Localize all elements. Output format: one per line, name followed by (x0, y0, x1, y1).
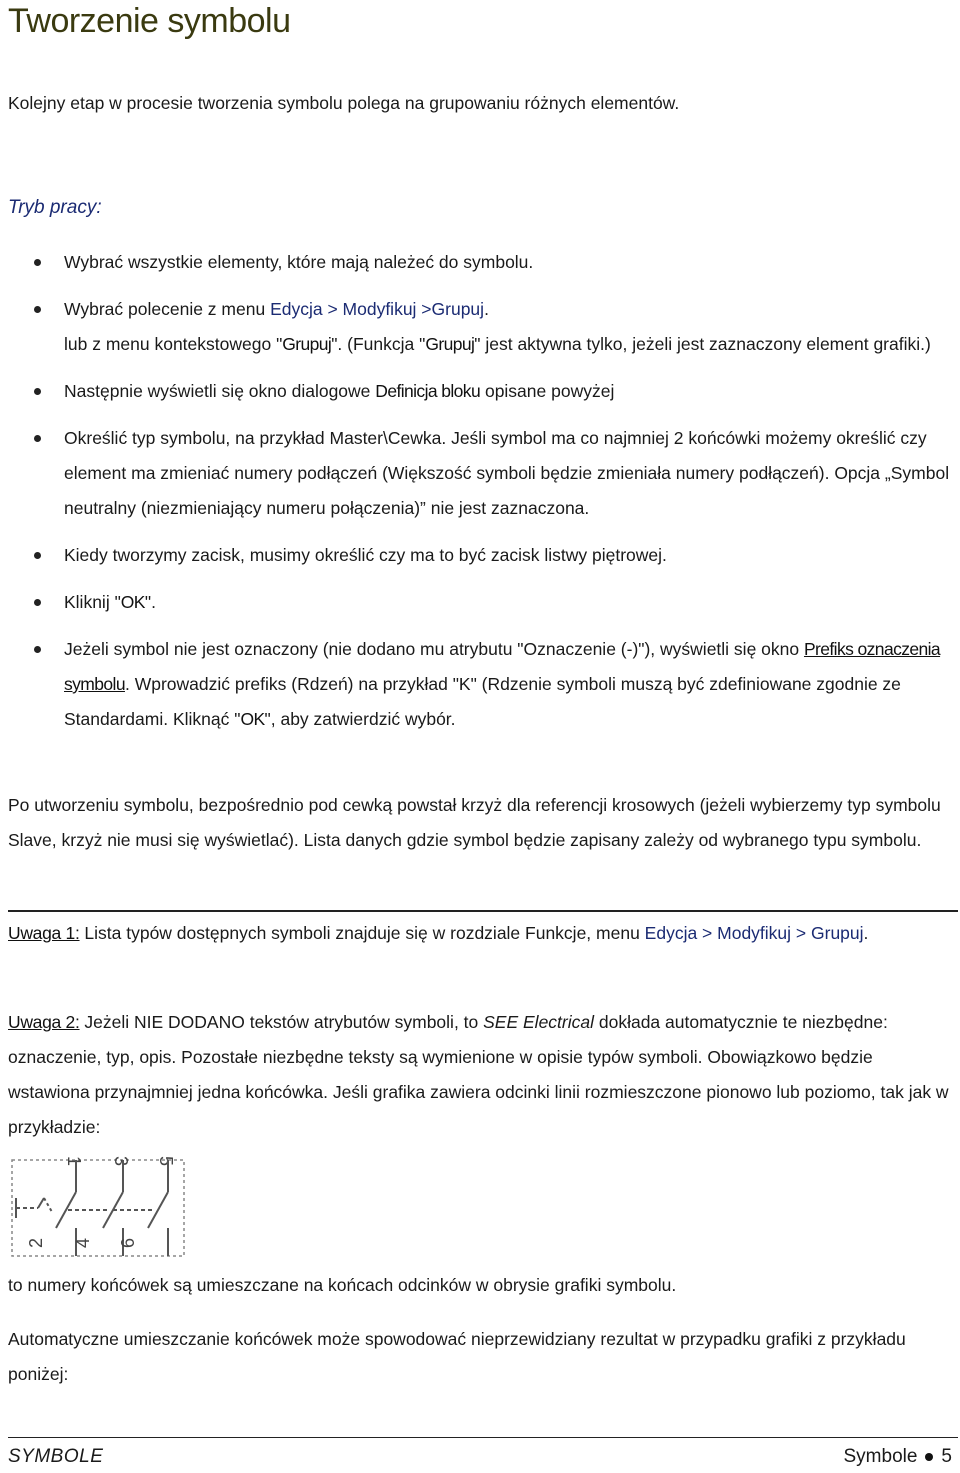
note-label: Uwaga 1: (8, 923, 80, 943)
note-2: Uwaga 2: Jeżeli NIE DODANO tekstów atrybutów symboli, to SEE Electrical dokłada automatycznie te niezbędne: oznaczenie, typ, opis. Pozostałe niezbędne teksty są wymienione w opisie typów symboli. Obowiązkowo będzie wstawiona przynajmniej jedna końcówka. Jeśli grafika zawiera odcinki linii rozmieszczone pionowo lub poziomo, tak jak w przykładzie: (8, 1012, 949, 1137)
mode-heading: Tryb pracy: (8, 197, 102, 218)
figure-caption: to numery końcówek są umieszczane na końcach odcinków w obrysie grafiki symbolu. (8, 1275, 677, 1295)
terminal-label: 5 (156, 1156, 176, 1167)
menu-path-grupuj: Edycja > Modyfikuj >Grupuj (270, 299, 485, 319)
product-name: SEE Electrical (483, 1012, 594, 1032)
list-item: Następnie wyświetli się okno dialogowe Definicja bloku opisane powyżej (0, 374, 955, 409)
three-pole-switch-symbol-figure (8, 1148, 188, 1260)
footer-divider (8, 1437, 958, 1438)
terminal-numbers-top (64, 1156, 176, 1166)
footer-section: SYMBOLE (8, 1446, 104, 1467)
grupuj-command: Grupuj (282, 334, 332, 354)
grupuj-command: Grupuj (425, 334, 475, 354)
ok-label: OK (240, 709, 265, 729)
intro-paragraph: Kolejny etap w procesie tworzenia symbolu polega na grupowaniu różnych elementów. (8, 93, 680, 113)
note-1: Uwaga 1: Lista typów dostępnych symboli znajduje się w rozdziale Funkcje, menu Edycja > Modyfikuj > Grupuj. (8, 923, 869, 943)
bullet-icon (925, 1453, 933, 1461)
list-item: Kiedy tworzymy zacisk, musimy określić czy ma to być zacisk listwy piętrowej. (0, 538, 955, 573)
ok-label: OK (120, 592, 145, 612)
list-item: Określić typ symbolu, na przykład Master\Cewka. Jeśli symbol ma co najmniej 2 końcówki możemy określić czy element ma zmieniać numery podłączeń (Większość symboli będzie zmieniała numery podłączeń). Opcja „Symbol neutralny (niezmieniający numeru połączenia)” nie jest zaznaczona. (0, 421, 955, 526)
list-item: Wybrać polecenie z menu Edycja > Modyfikuj >Grupuj. lub z menu kontekstowego "Grupuj". (Funkcja "Grupuj" jest aktywna tylko, jeżeli jest zaznaczony element grafiki.) (0, 292, 955, 362)
footer-label: Symbole (843, 1446, 918, 1467)
terminal-label: 3 (111, 1156, 131, 1167)
note-label: Uwaga 2: (8, 1012, 80, 1032)
divider (8, 910, 958, 912)
list-item: Jeżeli symbol nie jest oznaczony (nie dodano mu atrybutu "Oznaczenie (-)"), wyświetli się okno Prefiks oznaczenia symbolu. Wprowadzić prefiks (Rdzeń) na przykład "K" (Rdzenie symboli muszą być zdefiniowane zgodnie ze Standardami. Kliknąć "OK", aby zatwierdzić wybór. (0, 632, 955, 737)
list-item: Wybrać wszystkie elementy, które mają należeć do symbolu. (0, 245, 955, 280)
menu-path-grupuj: Edycja > Modyfikuj > Grupuj (644, 923, 864, 943)
result-paragraph: Po utworzeniu symbolu, bezpośrednio pod cewką powstał krzyż dla referencji krosowych (jeżeli wybierzemy typ symbolu Slave, krzyż nie musi się wyświetlać). Lista danych gdzie symbol będzie zapisany zależy od wybranego typu symbolu. (8, 795, 941, 850)
terminal-label: 6 (118, 1237, 138, 1248)
terminal-label: 4 (73, 1237, 93, 1248)
terminal-label: 2 (26, 1237, 46, 1248)
dialog-name: Prefiks oznaczenia symbolu (64, 639, 941, 694)
footer-page (844, 1446, 953, 1468)
auto-paragraph: Automatyczne umieszczanie końcówek może spowodować nieprzewidziany rezultat w przypadku grafiki z przykładu poniżej: (8, 1329, 906, 1384)
dialog-name: Definicja bloku (375, 381, 481, 401)
list-item: Kliknij "OK". (0, 585, 955, 620)
terminal-numbers-bottom (26, 1238, 138, 1248)
steps-list (0, 245, 955, 737)
terminal-label: 1 (64, 1156, 84, 1167)
page-title: Tworzenie symbolu (8, 2, 291, 40)
page-number: 5 (941, 1446, 952, 1467)
